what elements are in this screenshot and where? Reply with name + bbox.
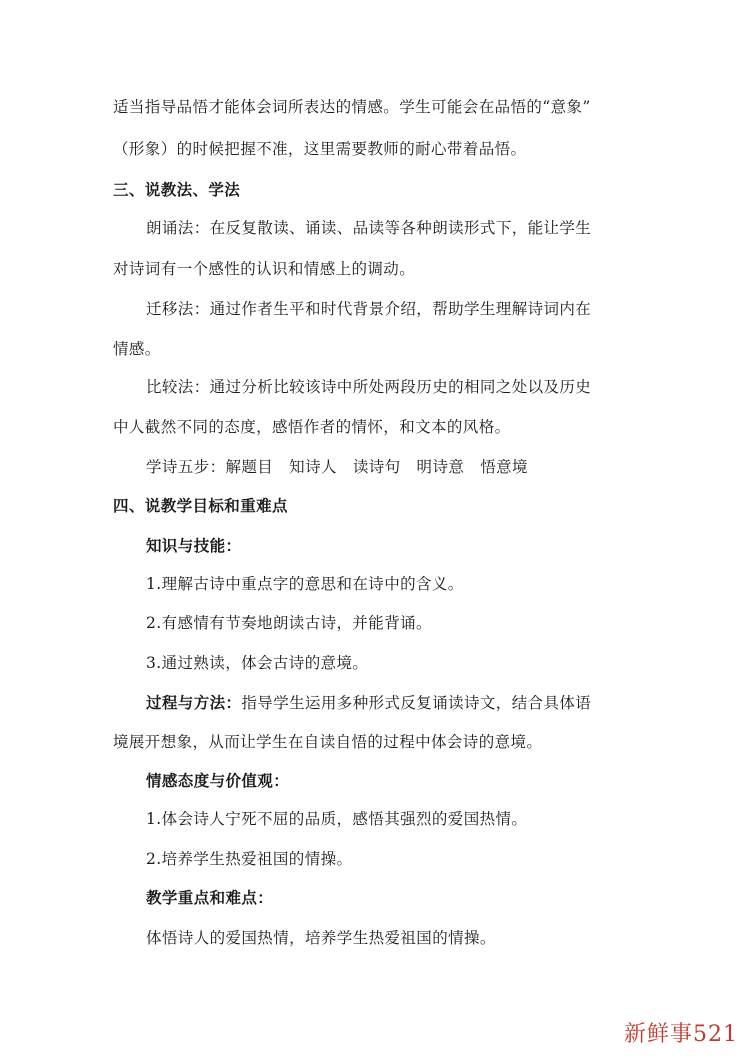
five-steps-line: 学诗五步：解题目 知诗人 读诗句 明诗意 悟意境 xyxy=(146,458,528,476)
knowledge-item-3: 3.通过熟读，体会古诗的意境。 xyxy=(146,654,369,672)
method-recitation-line2: 对诗词有一个感性的认识和情感上的调动。 xyxy=(113,260,416,278)
knowledge-item-2: 2.有感情有节奏地朗读古诗，并能背诵。 xyxy=(146,614,432,632)
section-heading-4: 四、说教学目标和重难点 xyxy=(113,497,288,515)
method-transfer-line1: 迁移法：通过作者生平和时代背景介绍，帮助学生理解诗词内在 xyxy=(146,300,592,318)
process-method-text: 指导学生运用多种形式反复诵读诗文，结合具体语 xyxy=(241,694,592,712)
process-method-title: 过程与方法： xyxy=(146,693,242,712)
emotion-item-1: 1.体会诗人宁死不屈的品质，感悟其强烈的爱国热情。 xyxy=(146,810,528,828)
method-recitation-line1: 朗诵法：在反复散读、诵读、品读等各种朗读形式下，能让学生 xyxy=(146,219,592,237)
key-difficult-body: 体悟诗人的爱国热情，培养学生热爱祖国的情操。 xyxy=(146,929,496,947)
emotion-values-title: 情感态度与价值观： xyxy=(146,771,290,790)
knowledge-item-1: 1.理解古诗中重点字的意思和在诗中的含义。 xyxy=(146,575,464,593)
method-transfer-line2: 情感。 xyxy=(113,340,161,358)
paragraph-line: 适当指导品悟才能体会词所表达的情感。学生可能会在品悟的“意象” xyxy=(113,98,591,116)
process-method-line2: 境展开想象，从而让学生在自读自悟的过程中体会诗的意境。 xyxy=(113,733,543,751)
method-compare-line1: 比较法：通过分析比较该诗中所处两段历史的相同之处以及历史 xyxy=(146,378,592,396)
section-heading-3: 三、说教法、学法 xyxy=(113,181,241,199)
knowledge-skills-title: 知识与技能： xyxy=(146,536,242,555)
key-difficult-title: 教学重点和难点： xyxy=(146,888,274,907)
process-method-line1 xyxy=(146,692,591,714)
watermark: 新鲜事521 xyxy=(624,1022,738,1047)
emotion-item-2: 2.培养学生热爱祖国的情操。 xyxy=(146,850,353,868)
paragraph-line: （形象）的时候把握不准，这里需要教师的耐心带着品悟。 xyxy=(113,140,527,158)
method-compare-line2: 中人截然不同的态度，感悟作者的情怀，和文本的风格。 xyxy=(113,418,511,436)
